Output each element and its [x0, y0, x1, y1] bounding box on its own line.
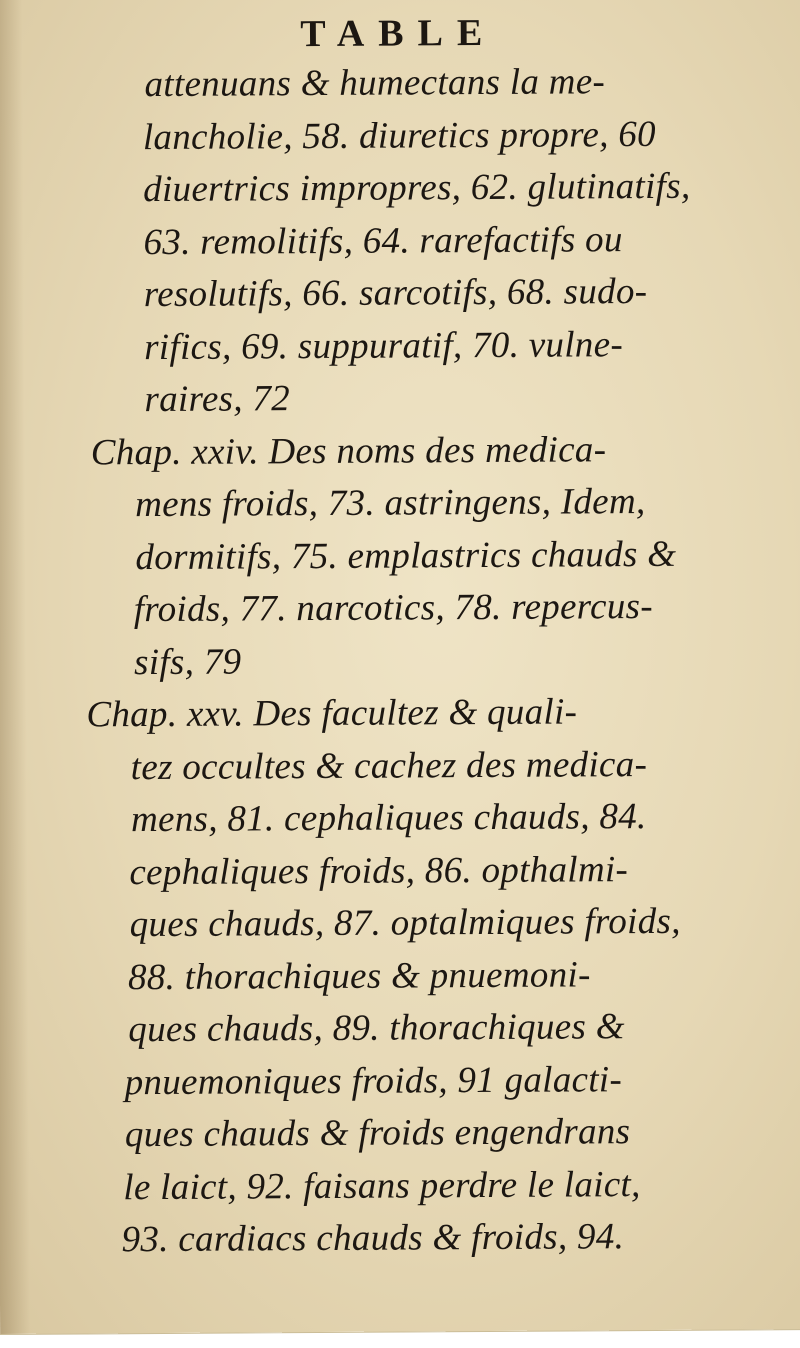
text-line-4: 63. remolitifs, 64. rarefactifs ou — [143, 218, 623, 263]
text-line-7-content: raires, 72 — [144, 378, 291, 421]
text-line-22: le laict, 92. faisans perdre le laict, — [123, 1163, 641, 1208]
text-line-3: diuertrics impropres, 62. glutinatifs, — [143, 165, 691, 211]
text-line-14: tez occultes & cachez des medica- — [130, 743, 648, 788]
text-line-15: mens, 81. cephaliques chauds, 84. — [130, 796, 647, 841]
text-line-20: pnuemoniques froids, 91 galacti- — [124, 1058, 623, 1103]
text-line-17: ques chauds, 87. optalmiques froids, — [129, 900, 681, 946]
text-line-2: lancholie, 58. diuretics propre, 60 — [142, 113, 657, 158]
text-line-19: ques chauds, 89. thorachiques & — [128, 1006, 625, 1051]
text-line-5: resolutifs, 66. sarcotifs, 68. sudo- — [143, 271, 648, 316]
chapter-25-heading: Chap. xxv. Des facultez & quali- — [86, 691, 578, 736]
text-line-10: dormitifs, 75. emplastrics chauds & — [135, 533, 677, 578]
text-line-6: rifics, 69. suppuratif, 70. vulne- — [144, 323, 624, 368]
text-line-18: 88. thorachiques & pnuemoni- — [127, 953, 591, 998]
text-line-23: 93. cardiacs chauds & froids, 94. — [121, 1216, 625, 1261]
text-line-1: attenuans & humectans la me- — [144, 61, 606, 106]
text-line-16: cephaliques froids, 86. opthalmi- — [129, 848, 629, 893]
text-line-9: mens froids, 73. astringens, Idem, — [134, 481, 646, 526]
page-title: TABLE — [300, 11, 497, 56]
text-line-12: sifs, 79 — [133, 640, 242, 683]
text-line-7 — [144, 375, 714, 421]
text-line-21: ques chauds & froids engendrans — [124, 1111, 631, 1156]
text-line-11: froids, 77. narcotics, 78. repercus- — [133, 585, 654, 631]
chapter-24-heading: Chap. xxiv. Des noms des medica- — [90, 428, 607, 473]
